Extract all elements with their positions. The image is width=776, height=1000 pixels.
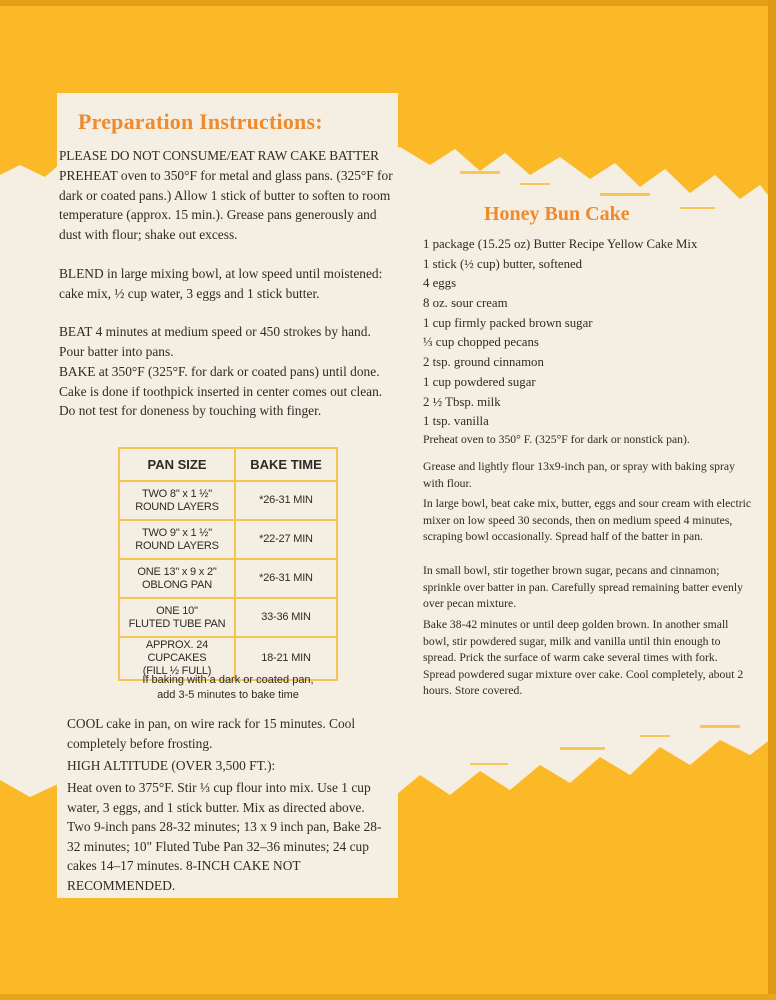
pan-size-line: OBLONG PAN (142, 578, 212, 591)
list-item: 1 tsp. vanilla (423, 414, 489, 429)
list-item: 1 stick (½ cup) butter, softened (423, 256, 583, 271)
list-item: 2 tsp. ground cinnamon (423, 355, 544, 370)
table-row (119, 559, 337, 598)
box-bottom-edge (0, 994, 776, 1000)
beat-step: BEAT 4 minutes at medium speed or 450 strokes by hand. Pour batter into pans. (59, 324, 371, 359)
bake-time-header: BAKE TIME (235, 448, 337, 481)
list-item: 4 eggs (423, 276, 457, 291)
recipe-step-mix: In large bowl, beat cake mix, butter, eggs and sour cream with electric mixer on low speed 30 seconds, then on medium speed 4 minutes, scraping bowl occasionally. Spread half of the batter in pan. (423, 497, 752, 543)
bake-time-table (118, 447, 338, 681)
bake-time-cell: *26-31 MIN (235, 481, 337, 520)
list-item: 1 package (15.25 oz) Butter Recipe Yellow Cake Mix (423, 237, 698, 251)
list-item: 8 oz. sour cream (423, 296, 508, 311)
preheat-step: PREHEAT oven to 350°F for metal and glass pans. (325°F for dark or coated pans.) Allow 1 stick of butter to soften to room temperature (approx. 15 min.). Grease pans generously and dust with flour; shake out excess. (59, 168, 393, 242)
pan-size-header: PAN SIZE (119, 448, 235, 481)
table-row (119, 481, 337, 520)
preparation-heading: Preparation Instructions: (78, 109, 323, 134)
pan-size-line: ONE 13" x 9 x 2" (137, 565, 217, 578)
recipe-step-bake-glaze: Bake 38-42 minutes or until deep golden brown. In another small bowl, stir powdered sugar, milk and vanilla until thin enough to spread. Prick the surface of warm cake several times with fork. Spread powdered sugar mixture over cake. Cool completely, about 2 hours. Store covered. (423, 618, 744, 697)
pan-size-line: FLUTED TUBE PAN (128, 617, 226, 630)
pan-size-cell (119, 520, 235, 559)
table-row (119, 598, 337, 637)
pan-size-line: TWO 8" x 1 ½" (141, 487, 212, 500)
bake-time-cell: *22-27 MIN (235, 520, 337, 559)
blend-step: BLEND in large mixing bowl, at low speed until moistened: cake mix, ½ cup water, 3 eggs and 1 stick butter. (59, 266, 383, 301)
bake-time-cell: 33-36 MIN (235, 598, 337, 637)
bake-step: BAKE at 350°F (325°F. for dark or coated pans) until done. Cake is done if toothpick inserted in center comes out clean. Do not test for doneness by touching with finger. (59, 364, 383, 418)
ingredient-list (423, 235, 763, 432)
recipe-step-preheat: Preheat oven to 350° F. (325°F for dark or nonstick pan). (423, 433, 690, 446)
raw-batter-warning: PLEASE DO NOT CONSUME/EAT RAW CAKE BATTER (59, 148, 379, 163)
dark-pan-note-line: add 3-5 minutes to bake time (157, 689, 299, 701)
high-altitude-instructions: Heat oven to 375°F. Stir ⅓ cup flour into mix. Use 1 cup water, 3 eggs, and 1 stick butter. Mix as directed above. Two 9-inch pans 28-32 minutes; 13 x 9 inch pan, Bake 28-32 minutes; 10" Fluted Tube Pan 32–36 minutes; 24 cup cakes 14–17 minutes. 8-INCH CAKE NOT RECOMMENDED. (67, 780, 382, 893)
list-item: 1 cup powdered sugar (423, 374, 536, 389)
bake-time-cell: 18-21 MIN (235, 637, 337, 680)
table-row (119, 520, 337, 559)
pan-size-line: ROUND LAYERS (135, 500, 219, 513)
recipe-step-grease: Grease and lightly flour 13x9-inch pan, or spray with baking spray with flour. (423, 460, 735, 490)
recipe-step-layer: In small bowl, stir together brown sugar, pecans and cinnamon; sprinkle over batter in pan. Carefully spread remaining batter evenly over pecan mixture. (423, 564, 743, 610)
list-item: 2 ½ Tbsp. milk (423, 394, 501, 409)
pan-size-cell (119, 598, 235, 637)
table-header-row (119, 448, 337, 481)
pan-size-line: (FILL ½ FULL) (142, 665, 212, 677)
pan-size-line: APPROX. 24 CUPCAKES (145, 639, 209, 664)
dark-pan-note-line: If baking with a dark or coated pan, (142, 674, 314, 686)
bake-time-cell: *26-31 MIN (235, 559, 337, 598)
pan-size-line: TWO 9" x 1 ½" (141, 526, 212, 539)
honey-bun-cake-heading: Honey Bun Cake (484, 203, 630, 225)
pan-size-cell (119, 559, 235, 598)
list-item: 1 cup firmly packed brown sugar (423, 315, 593, 330)
dark-pan-note (118, 673, 338, 703)
box-right-edge (768, 0, 776, 1000)
pan-size-cell (119, 481, 235, 520)
high-altitude-heading: HIGH ALTITUDE (OVER 3,500 FT.): (67, 758, 276, 773)
cool-step: COOL cake in pan, on wire rack for 15 minutes. Cool completely before frosting. (67, 716, 356, 751)
list-item: ⅓ cup chopped pecans (423, 335, 539, 350)
pan-size-line: ROUND LAYERS (135, 539, 219, 552)
pan-size-line: ONE 10" (156, 604, 198, 617)
box-top-edge (0, 0, 776, 6)
